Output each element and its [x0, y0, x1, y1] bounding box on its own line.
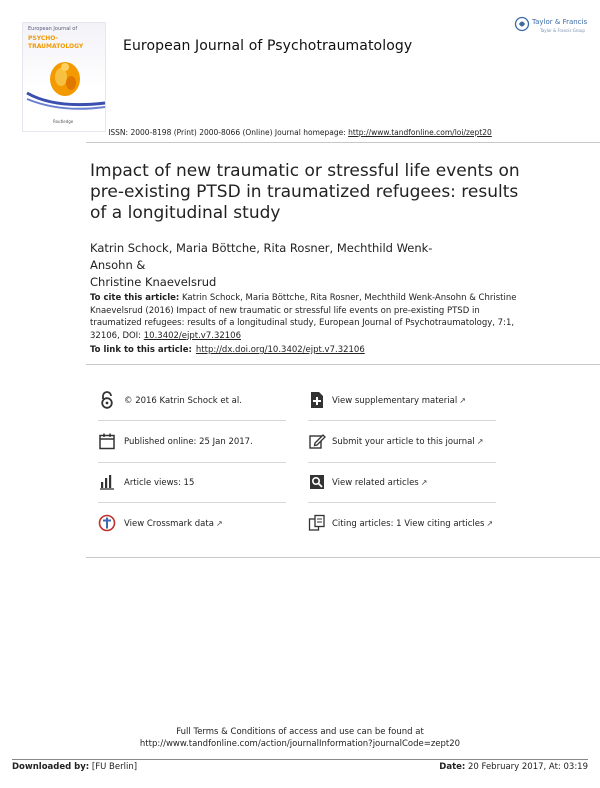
publisher-logo-icon [514, 16, 530, 32]
copyright-text: © 2016 Katrin Schock et al. [124, 396, 242, 406]
row-divider [98, 502, 286, 503]
cover-publisher: Routledge [53, 119, 74, 124]
publisher-logo-text: Taylor & Francis [532, 18, 588, 26]
article-authors [90, 240, 470, 291]
calendar-icon [98, 432, 116, 450]
journal-cover [22, 22, 106, 132]
submit-label-wrap [332, 437, 483, 447]
row-divider [308, 462, 496, 463]
crossmark-link[interactable]: View Crossmark data [124, 519, 214, 529]
citing-articles-link[interactable]: Citing articles: 1 View citing articles [332, 519, 485, 529]
terms-line: Full Terms & Conditions of access and use can be found at [176, 727, 424, 737]
cite-label: To cite this article: [90, 293, 180, 303]
cite-doi-link[interactable]: 10.3402/ejpt.v7.32106 [143, 330, 241, 341]
bar-chart-icon [98, 473, 116, 491]
add-document-icon [308, 391, 326, 409]
row-divider [308, 420, 496, 421]
publisher-logo-subtext: Taylor & Francis Group [540, 28, 585, 33]
row-divider [98, 462, 286, 463]
journal-homepage-link[interactable]: http://www.tandfonline.com/loi/zept20 [348, 128, 492, 137]
download-bar-rule [12, 759, 588, 760]
terms-footer [0, 726, 600, 750]
supplementary-label-wrap [332, 396, 466, 406]
row-divider [98, 420, 286, 421]
grid-bottom-divider [86, 557, 600, 558]
external-link-icon: ↗ [459, 396, 466, 405]
cover-title-line1: PSYCHO- [28, 35, 58, 42]
cover-title-line2: TRAUMATOLOGY [28, 43, 84, 50]
crossmark-icon [98, 514, 116, 532]
citation-block [90, 292, 520, 342]
downloaded-label: Downloaded by: [12, 762, 90, 772]
supplementary-link[interactable]: View supplementary material [332, 396, 458, 406]
issn-text: ISSN: 2000-8198 (Print) 2000-8066 (Online) Journal homepage: [108, 128, 349, 137]
cite-text: Katrin Schock, Maria Böttche, Rita Rosner, Mechthild Wenk-Ansohn & Christine Knaevelsrud (2016) Impact of new traumatic or stressful life events on pre-existing PTSD in traumatized refugees: results of a longitudinal study, European Journal of Psychotraumatology, 7:1, 32106, DOI: [90, 293, 517, 341]
journal-title: European Journal of Psychotraumatology [123, 38, 413, 54]
issn-line [0, 128, 600, 137]
search-document-icon [308, 473, 326, 491]
submit-article-link[interactable]: Submit your article to this journal [332, 437, 475, 447]
link-label: To link to this article: [90, 345, 192, 355]
row-divider [308, 502, 496, 503]
external-link-icon: ↗ [486, 519, 494, 528]
related-articles-link[interactable]: View related articles [332, 478, 419, 488]
authors-line-2: Christine Knaevelsrud [90, 275, 217, 289]
downloaded-by [12, 762, 137, 772]
article-link-line [90, 345, 365, 355]
external-link-icon: ↗ [215, 519, 223, 528]
date-value: 20 February 2017, At: 03:19 [465, 762, 588, 772]
related-label-wrap [332, 478, 427, 488]
download-date [439, 762, 588, 772]
metadata-divider [86, 364, 600, 365]
article-views: Article views: 15 [124, 478, 195, 488]
published-date: Published online: 25 Jan 2017. [124, 437, 253, 447]
authors-line-1: Katrin Schock, Maria Böttche, Rita Rosner, Mechthild Wenk-Ansohn & [90, 241, 433, 272]
crossmark-label-wrap [124, 519, 223, 529]
cover-artwork [25, 53, 107, 113]
edit-icon [308, 432, 326, 450]
terms-url-link[interactable]: http://www.tandfonline.com/action/journalInformation?journalCode=zept20 [139, 739, 461, 749]
open-access-lock-icon [98, 391, 116, 409]
citing-documents-icon [308, 514, 326, 532]
external-link-icon: ↗ [476, 437, 484, 446]
cover-journal-line: European Journal of [28, 26, 78, 32]
article-title: Impact of new traumatic or stressful life events on pre-existing PTSD in traumatized refugees: results of a longitudinal study [90, 161, 520, 223]
citing-label-wrap [332, 519, 493, 529]
publisher-logo[interactable] [514, 16, 588, 38]
date-label: Date: [439, 762, 466, 772]
header-divider [86, 142, 600, 143]
downloaded-by-value: [FU Berlin] [89, 762, 138, 772]
article-doi-link[interactable]: http://dx.doi.org/10.3402/ejpt.v7.32106 [195, 345, 365, 355]
external-link-icon: ↗ [420, 478, 428, 487]
